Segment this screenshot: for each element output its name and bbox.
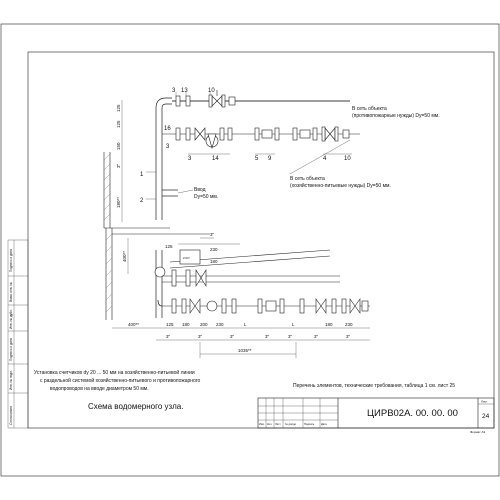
outlet-domestic-label-2: (хозяйственно-питьевые нужды) Dy=50 мм.	[290, 183, 391, 189]
outlet-fire-label-2: (противопожарные нужды) Dy=50 мм.	[352, 113, 440, 119]
inch-dim-5: 3"	[288, 334, 293, 339]
inch-dim-3: 3"	[230, 334, 235, 339]
vdim-5: 180**	[116, 196, 121, 208]
outlet-fire-label: В сеть объекта	[352, 106, 387, 112]
dim-400: 400**	[122, 250, 127, 262]
side-label-2: Взам. инв. №	[9, 282, 13, 302]
side-label-5: Инв. № подл.	[9, 370, 13, 390]
dim-180: 180	[210, 259, 218, 264]
callout-low-4: 9	[268, 156, 272, 162]
callout-left-2: 2	[140, 198, 144, 204]
inch-dim-4: 3"	[265, 334, 270, 339]
callout-low-3: 5	[255, 156, 259, 162]
dim-3in: 3"	[210, 232, 215, 237]
inch-dim-1: 3"	[166, 334, 171, 339]
title-block	[258, 398, 494, 434]
elements-note: Перечень элементов, технические требования, таблица 1 см. лист 25	[293, 383, 456, 389]
vdim-1: 125	[116, 104, 121, 112]
inlet-label: Ввод	[194, 187, 206, 193]
bdim-3: 200	[200, 322, 208, 327]
inch-dim-7: 3"	[346, 334, 351, 339]
stamp-label-5: Подпись	[304, 423, 315, 426]
callout-top-3: 10	[208, 88, 215, 94]
bdim-7: 180	[325, 322, 333, 327]
callout-low-1: 3	[188, 156, 192, 162]
callout-mid-2: 3	[166, 144, 170, 150]
callout-low-6: 10	[344, 156, 351, 162]
side-label-3: Инв. № дубл.	[9, 309, 13, 329]
total-dim: 1035**	[238, 348, 252, 353]
description-line-1: Установка счетчиков dy 20 ... 50 мм на хозяйственно-питьевой линии	[34, 370, 195, 376]
bdim-1: 125	[166, 322, 174, 327]
drawing-code: ЦИРВ02А. 00. 00. 00	[367, 408, 458, 419]
bdim-2: 180	[182, 322, 190, 327]
bdim-4: 230	[216, 322, 224, 327]
left-dim: 400**	[128, 322, 140, 327]
callout-low-2: 14	[212, 156, 219, 162]
lower-scheme	[106, 228, 370, 358]
vdim-4: 3"	[116, 163, 121, 168]
description-line-2: с раздельной системой хозяйственно-питьевого и противопожарного	[40, 378, 201, 384]
stamp-label-4: № докум.	[285, 423, 297, 426]
bdim-8: 230	[345, 322, 353, 327]
description-line-3: водопроводов на вводе диаметром 50 мм.	[50, 386, 149, 392]
stamp-label-6: Дата	[321, 423, 327, 426]
callout-left-1: 1	[140, 172, 144, 178]
inlet-label-2: Dy=50 мм.	[194, 194, 219, 200]
upper-scheme	[104, 88, 440, 228]
stamp-label-3: Лист	[275, 423, 281, 426]
inch-dim-6: 3"	[314, 334, 319, 339]
stamp-label-2: Кол.	[267, 423, 273, 426]
stamp-label-1: Изм.	[259, 423, 265, 426]
side-stamp	[8, 240, 28, 428]
side-label-6: Согласовано	[9, 405, 13, 425]
drawing-title: Схема водомерного узла.	[88, 402, 184, 411]
format-label: Формат А3	[470, 430, 486, 434]
callout-top-2: 13	[181, 88, 188, 94]
callout-mid-1: 16	[164, 126, 171, 132]
bdim-6: L	[292, 322, 295, 327]
meter-label: сч.н	[183, 256, 190, 260]
callout-low-5: 4	[323, 156, 327, 162]
dim-125: 125	[165, 244, 173, 249]
inch-dim-2: 3"	[198, 334, 203, 339]
bdim-5: L	[244, 322, 247, 327]
dim-230: 230	[210, 247, 218, 252]
side-label-1: Подпись и дата	[9, 249, 13, 272]
sheet-number: 24	[482, 413, 490, 420]
sheet-label: Лист	[481, 399, 488, 404]
outlet-domestic-label: В сеть объекта	[290, 176, 325, 182]
vdim-2: 125	[116, 120, 121, 128]
callout-top-1: 3	[172, 88, 176, 94]
side-label-4: Подпись и дата	[9, 338, 13, 361]
vdim-3: 150	[116, 142, 121, 150]
